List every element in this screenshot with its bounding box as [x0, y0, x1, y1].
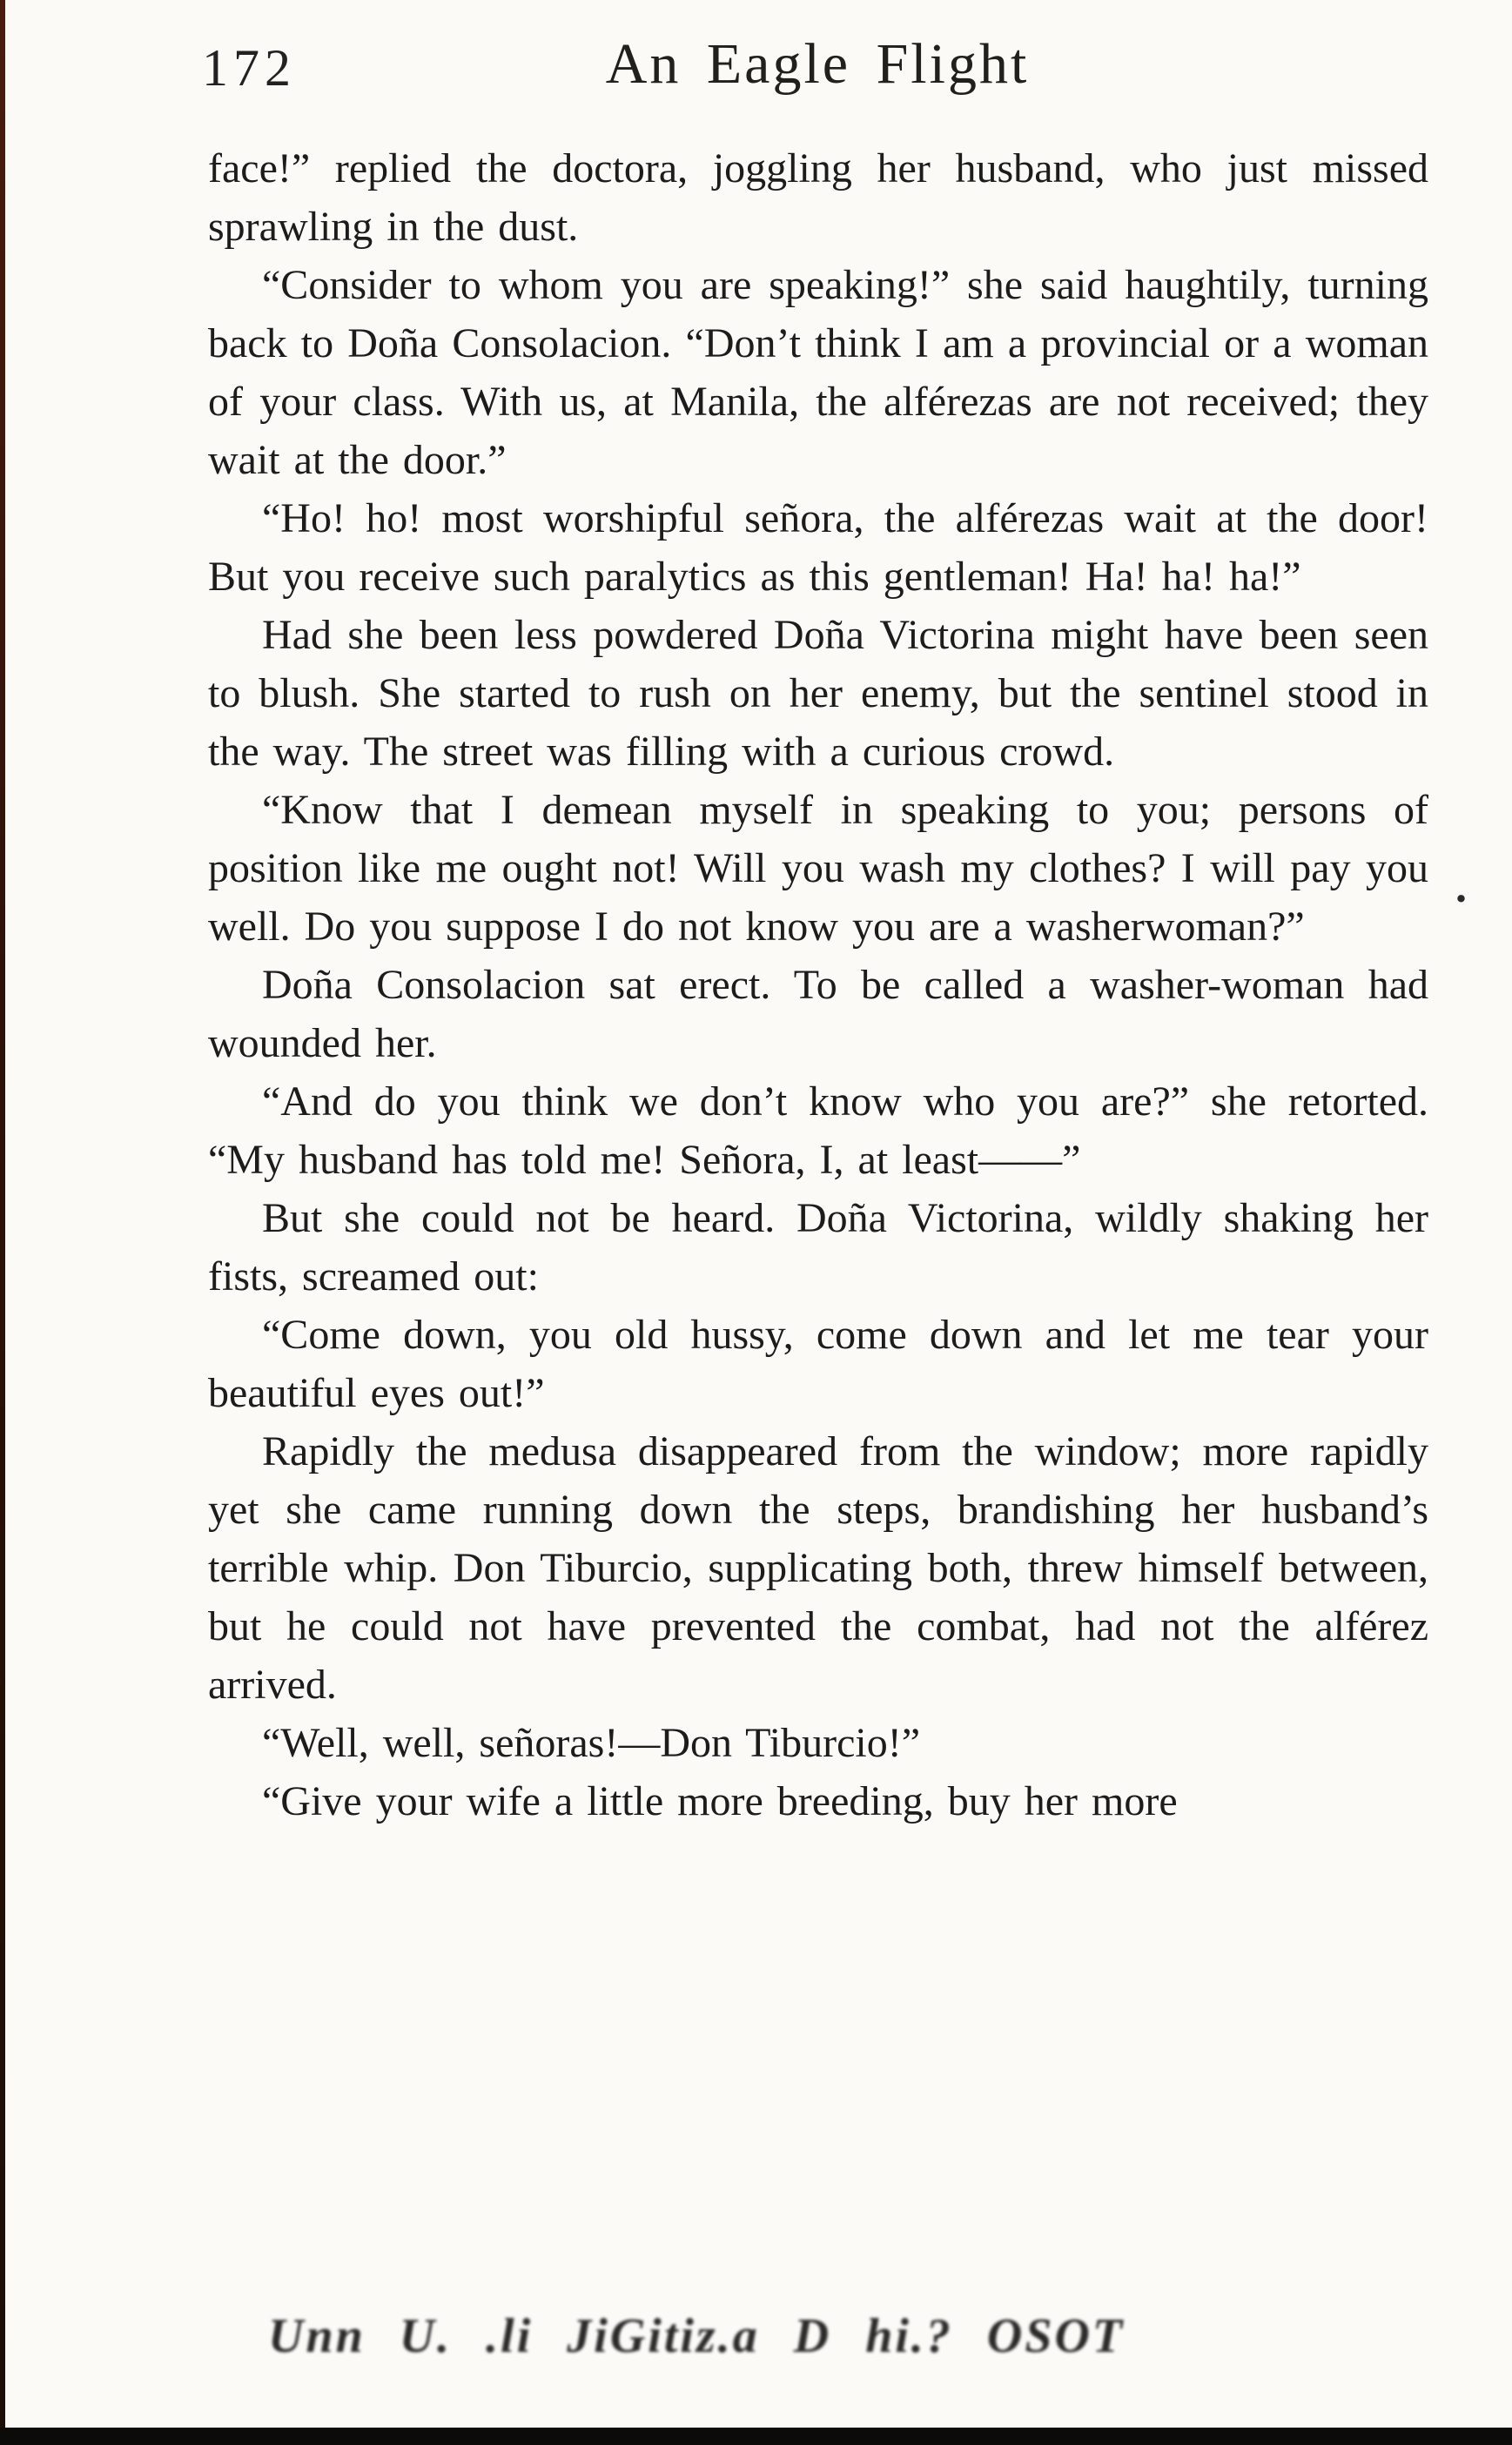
- stray-ink-mark: .: [1455, 863, 1467, 912]
- paragraph: Doña Consolacion sat erect. To be called a washer-woman had wounded her.: [208, 962, 1428, 1066]
- paragraph: “Know that I demean myself in speaking to you; persons of position like me ought not! Will you wash my clothes? I will pay you well. Do you suppose I do not know you are a washerwoman?”: [208, 787, 1428, 950]
- scan-watermark: Unn U. .li JiGitiz.a D hi.? OSOT: [268, 2309, 1126, 2363]
- paragraph: But she could not be heard. Doña Victorina, wildly shaking her fists, screamed out:: [208, 1195, 1428, 1300]
- paragraph: “Ho! ho! most worshipful señora, the alférezas wait at the door! But you receive such paralytics as this gentleman! Ha! ha! ha!”: [208, 495, 1428, 600]
- paragraph: “Give your wife a little more breeding, buy her more: [262, 1778, 1178, 1824]
- scan-edge-bottom: [0, 2428, 1512, 2445]
- scan-edge-left: [0, 0, 5, 2445]
- paragraph: Had she been less powdered Doña Victorina might have been seen to blush. She started to rush on her enemy, but the sentinel stood in the way. The street was filling with a curious crowd.: [208, 612, 1428, 775]
- page-number: 172: [202, 39, 296, 97]
- paragraph: Rapidly the medusa disappeared from the window; more rapidly yet she came running down the steps, brandishing her husband’s terrible whip. Don Tiburcio, supplicating both, threw himself between, but he could not have prevented the combat, had not the alférez arrived.: [208, 1428, 1428, 1708]
- paragraph: “And do you think we don’t know who you are?” she retorted. “My husband has told me! Señora, I, at least——”: [208, 1078, 1428, 1183]
- paragraph: “Come down, you old hussy, come down and let me tear your beautiful eyes out!”: [208, 1312, 1428, 1416]
- page-body: [208, 139, 1428, 1830]
- paragraph: “Consider to whom you are speaking!” she said haughtily, turning back to Doña Consolacion. “Don’t think I am a provincial or a woman of your class. With us, at Manila, the alférezas are not received; they wait at the door.”: [208, 262, 1428, 483]
- paragraph: “Well, well, señoras!—Don Tiburcio!”: [262, 1720, 920, 1766]
- paragraph: face!” replied the doctora, joggling her husband, who just missed sprawling in the dust.: [208, 145, 1428, 250]
- page-title: An Eagle Flight: [605, 32, 1030, 96]
